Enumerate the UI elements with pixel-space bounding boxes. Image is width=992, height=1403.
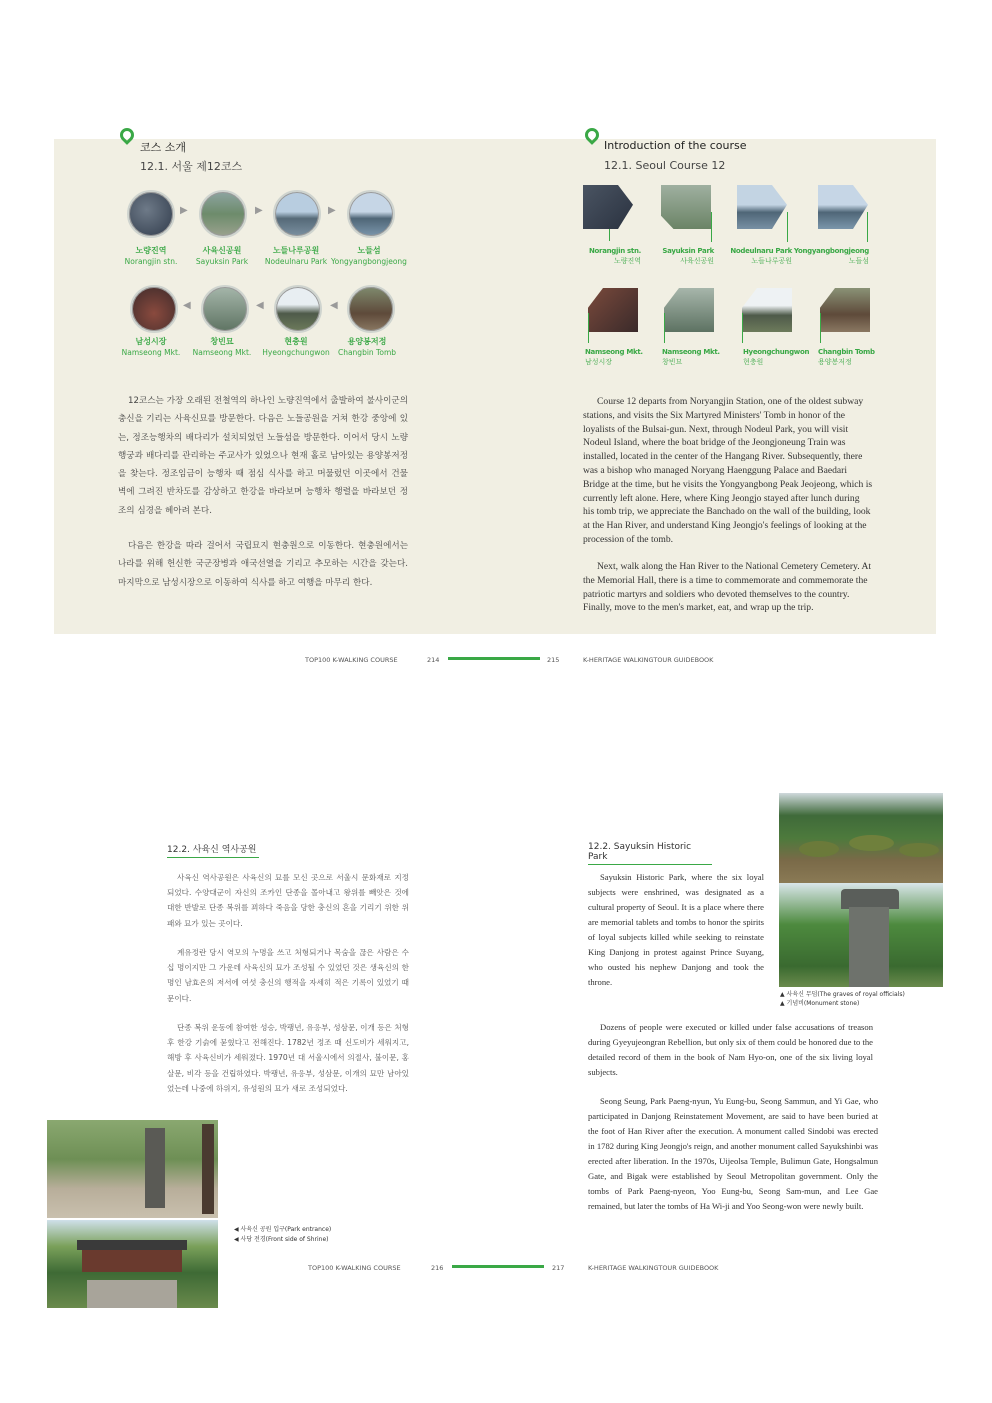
stop-label: 사육신공원 Sayuksin Park	[195, 246, 249, 266]
photo-caption: ▲ 기념비(Monument stone)	[780, 1000, 860, 1007]
stop-label: 노들섬 Yongyangbongjeong	[331, 246, 407, 266]
arrow-left-icon: ◀	[183, 300, 191, 311]
course-stop-photo	[199, 190, 247, 238]
course-stop-photo	[201, 285, 249, 333]
stop-label: 남성시장 Namseong Mkt.	[121, 337, 181, 357]
course-stop-photo	[347, 190, 395, 238]
stop-label: 현충원 Hyeongchungwon	[262, 337, 330, 357]
body-paragraph-en: Dozens of people were executed or killed under false accusations of treason during Gyeyujeongran Rebellion, but only six of them could be honored due to the detailed record of them in the book of Nam Hyo-on, one of the six living loyal subjects.	[588, 1022, 873, 1077]
photo-caption: ▲ 사육신 무덤(The graves of royal officials)	[780, 991, 905, 998]
arrow-left-icon: ◀	[330, 300, 338, 311]
page-number: 217	[552, 1264, 565, 1272]
stop-label: Hyeongchungwon 현충원	[743, 348, 810, 366]
body-paragraph-ko: 단종 복위 운동에 참여한 성승, 박팽년, 유응부, 성삼문, 이개 등은 처형 후 한강 기슭에 묻혔다고 전해진다. 1782년 정조 때 신도비가 세워지고, 해방 후 사육신비가 세워졌다. 1970년 대 서울시에서 의절사, 불이문, 홍살문, 비각 등을 건립하였다. 박팽년, 유응부, 성삼문, 이개의 묘만 남아있었는데 나중에 하위지, 유성원의 묘가 새로 조성되었다.	[167, 1023, 409, 1093]
section-header-ko: 코스 소개	[140, 141, 187, 154]
shrine-front-photo	[47, 1220, 218, 1308]
footer-book-title: TOP100 K-WALKING COURSE	[308, 1264, 401, 1272]
stop-label: 노들나루공원 Nodeulnaru Park	[264, 246, 328, 266]
section-subheader-en: 12.1. Seoul Course 12	[604, 159, 726, 172]
course-stop-photo	[347, 285, 395, 333]
body-paragraph-ko: 계유정란 당시 역모의 누명을 쓰고 처형되거나 목숨을 끊은 사람은 수십 명이지만 그 가운데 사육신의 묘가 조성될 수 있었던 것은 생육신의 한 명인 남효온의 저서에 여섯 충신의 행적을 자세히 적은 기록이 있었기 때문이다.	[167, 948, 409, 1003]
photo-caption: ◀ 사육신 공원 입구(Park entrance)	[234, 1226, 332, 1233]
intro-paragraph-ko: 12코스는 가장 오래된 전철역의 하나인 노량진역에서 출발하여 불사이군의 충신을 기리는 사육신묘를 방문한다. 다음은 노들공원을 거쳐 한강 중앙에 있는, 정조능행차의 배다리가 설치되었던 노들섬을 방문한다. 이어서 당시 노량행궁과 배다리를 관리하는 주교사가 있었으나 현재 홀로 남아있는 용양봉저정을 찾는다. 정조임금이 능행차 때 점심 식사를 하고 머물렀던 이곳에서 건물 벽에 그려진 반차도를 감상하고 한강을 바라보며 능행차 행렬을 바라보던 정조의 심경을 헤아려 본다.	[118, 396, 408, 516]
connector-line	[609, 229, 610, 241]
arrow-left-icon: ◀	[256, 300, 264, 311]
course-stop-photo	[127, 190, 175, 238]
course-stop-photo	[274, 285, 322, 333]
body-paragraph-ko: 사육신 역사공원은 사육신의 묘를 모신 곳으로 서울시 문화재로 지정되었다. 수양대군이 자신의 조카인 단종을 몰아내고 왕위를 빼앗은 것에 대한 반발로 단종 복위를 꾀하다 죽음을 당한 충신의 혼을 기리기 위한 위패와 묘가 있는 곳이다.	[167, 873, 409, 928]
body-paragraph-en: Sayuksin Historic Park, where the six loyal subjects were enshrined, was designated as a cultural property of Seoul. It is a place where there are memorial tablets and tombs to honor the spirits of loyal subjects killed while seeking to reinstate King Danjong in protest against Prince Suyang, who ousted his nephew Danjong and took the throne.	[588, 872, 764, 987]
connector-line	[664, 313, 665, 343]
stop-label: 창빈묘 Namseong Mkt.	[192, 337, 252, 357]
arrow-right-icon: ▶	[180, 205, 188, 216]
stop-label: Yongyangbongjeong 노들섬	[793, 247, 869, 265]
footer-book-title: K-HERITAGE WALKINGTOUR GUIDEBOOK	[583, 656, 714, 664]
connector-line	[867, 212, 868, 242]
stop-label: Changbin Tomb 용양봉저정	[818, 348, 875, 366]
connector-line	[820, 313, 821, 343]
arrow-right-icon: ▶	[255, 205, 263, 216]
section-title-ko: 12.2. 사육신 역사공원	[167, 842, 259, 858]
footer-divider	[448, 657, 540, 660]
intro-paragraph-ko: 다음은 한강을 따라 걸어서 국립묘지 현충원으로 이동한다. 현충원에서는 나라를 위해 헌신한 국군장병과 애국선열을 기리고 추모하는 시간을 갖는다. 마지막으로 남성시장으로 이동하여 식사를 하고 여행을 마무리 한다.	[118, 541, 408, 588]
footer-book-title: K-HERITAGE WALKINGTOUR GUIDEBOOK	[588, 1264, 719, 1272]
section-header-en: Introduction of the course	[604, 139, 747, 152]
page-number: 214	[427, 656, 440, 664]
royal-graves-photo	[779, 793, 943, 883]
arrow-right-icon: ▶	[328, 205, 336, 216]
photo-caption: ◀ 사당 전경(Front side of Shrine)	[234, 1236, 329, 1243]
monument-stone-photo	[779, 883, 943, 987]
connector-line	[787, 212, 788, 242]
connector-line	[588, 313, 589, 343]
stop-label: Sayuksin Park 사육신공원	[662, 247, 714, 265]
course-stop-photo	[273, 190, 321, 238]
intro-paragraph-en: Next, walk along the Han River to the National Cemetery Cemetery. At the Memorial Hall, there is a time to commemorate and commemorate the patriotic martyrs and soldiers who devoted themselves to the country. Finally, move to the men's market, eat, and wrap up the trip.	[583, 561, 872, 614]
body-paragraph-en: Seong Seung, Park Paeng-nyun, Yu Eung-bu, Seong Sammun, and Yi Gae, who participated in Danjong Reinstatement Movement, are said to have been buried at the foot of Han River after the execution. A monument called Sindobi was erected in 1782 during King Jeongjo's reign, and another monument called Sayukshinbi was erected after liberation. In the 1970s, Uijeolsa Temple, Bulimun Gate, Hongsalmun Gate, and Bigak were established by Seoul Metropolitan government. Only the tombs of Park Paeng-nyeon, Yoo Eung-bu, Seong Sam-mun, and Lee Gae remained, but later the tombs of Ha Wi-ji and Yoo Seong-won were newly built.	[588, 1096, 878, 1211]
course-stop-photo	[661, 185, 711, 229]
footer-divider	[452, 1265, 544, 1268]
section-title-en: 12.2. Sayuksin Historic Park	[588, 842, 712, 865]
stop-label: Namseong Mkt. 남성시장	[585, 348, 643, 366]
section-subheader-ko: 12.1. 서울 제12코스	[140, 160, 243, 173]
connector-line	[711, 212, 712, 242]
stop-label: 용양봉저정 Changbin Tomb	[337, 337, 397, 357]
page-number: 215	[547, 656, 560, 664]
connector-line	[742, 313, 743, 343]
stop-label: 노량진역 Norangjin stn.	[124, 246, 178, 266]
course-stop-photo	[130, 285, 178, 333]
stop-label: Nodeulnaru Park 노들나루공원	[730, 247, 792, 265]
intro-paragraph-en: Course 12 departs from Noryangjin Station, one of the oldest subway stations, and visits the Six Martyred Ministers' Tomb in honor of the loyalists of the Bulsai-gun. Next, through Nodeul Park, you will visit Nodeul Island, where the boat bridge of the Jeongjoneung Train was installed, located in the center of the Hangang River. Subsequently, there was a bishop who managed Noryang Haenggung Palace and Baedari Bridge at the time, but he visits the Yongyangbong Peak Jeojeong, which is currently left alone. Here, where King Jeongjo stayed after lunch during his tomb trip, we appreciate the Banchado on the wall of the building, look at the Han River, and understand King Jeongjo's feelings of looking at the procession of the tomb.	[583, 396, 873, 545]
stop-label: Namseong Mkt. 창빈묘	[662, 348, 720, 366]
page-number: 216	[431, 1264, 444, 1272]
footer-book-title: TOP100 K-WALKING COURSE	[305, 656, 398, 664]
park-entrance-photo	[47, 1120, 218, 1218]
stop-label: Norangjin stn. 노량진역	[588, 247, 641, 265]
